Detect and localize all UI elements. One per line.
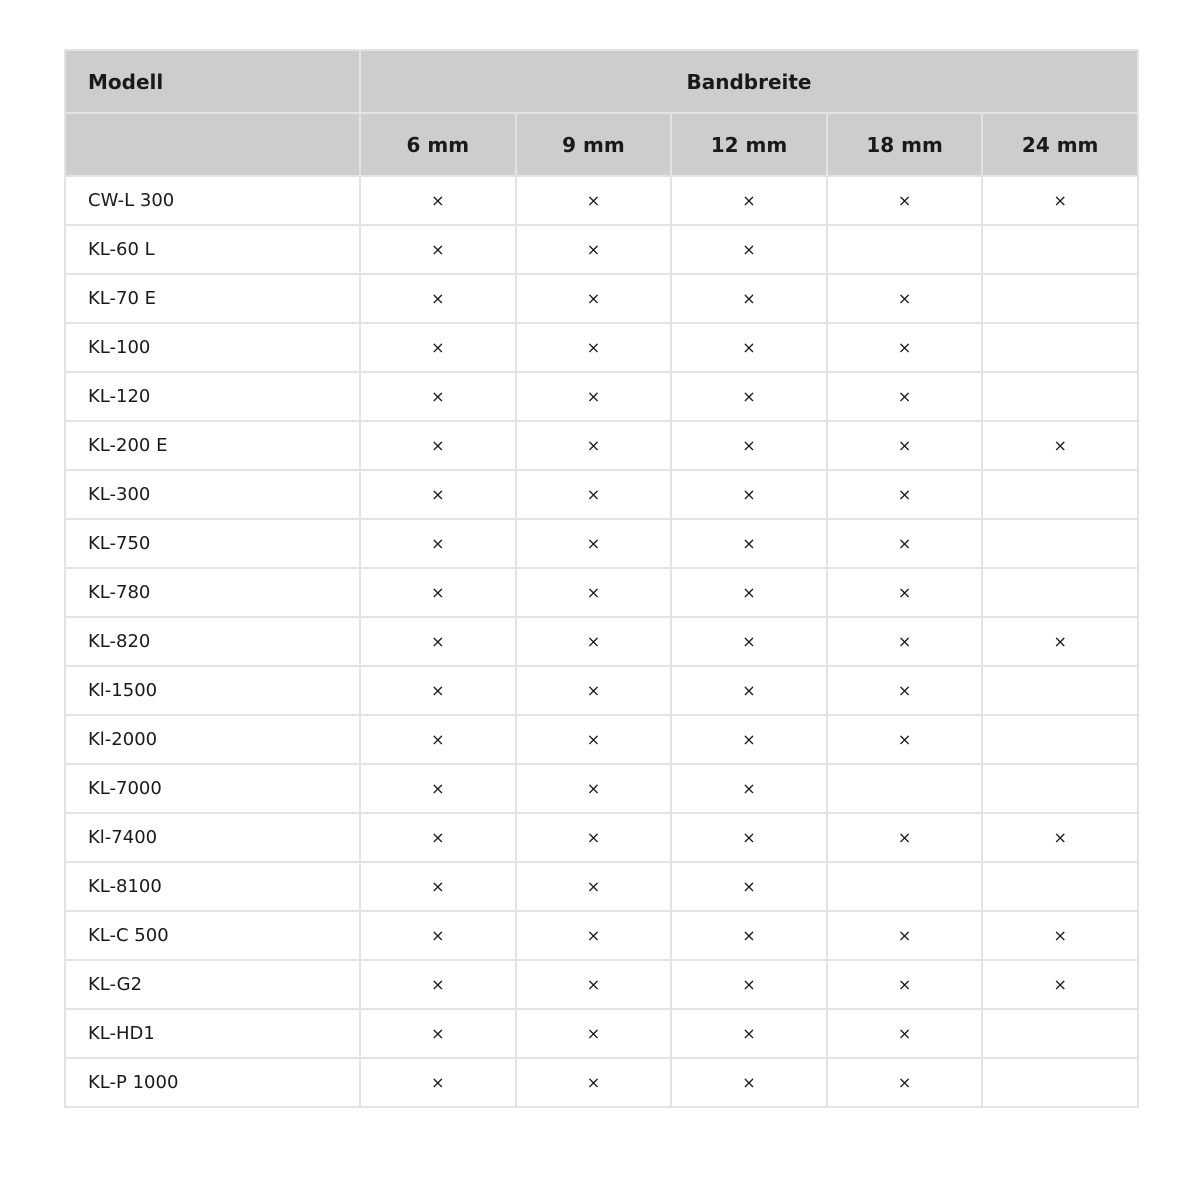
compatible-mark-icon: × [897,681,912,700]
table-row [65,764,1138,813]
compatible-mark-icon: × [586,1073,601,1092]
compatibility-cell [516,372,672,421]
compatibility-cell [516,225,672,274]
compatibility-cell [516,421,672,470]
compatibility-cell [827,813,983,862]
compatibility-cell [671,176,827,225]
compatible-mark-icon: × [897,1073,912,1092]
table-row [65,421,1138,470]
compatible-mark-icon: × [431,338,445,357]
compatibility-cell [516,617,672,666]
compatible-mark-icon: × [431,534,445,553]
model-name-cell: KL-120 [65,372,360,421]
compatible-mark-icon: × [586,289,601,308]
tape-width-compatibility-table [64,49,1139,1108]
table-row [65,274,1138,323]
compatible-mark-icon: × [742,828,756,847]
compatible-mark-icon: × [897,828,912,847]
compatibility-cell [982,960,1138,1009]
compatible-mark-icon: × [586,583,601,602]
compatibility-cell [827,1009,983,1058]
compatible-mark-icon: × [897,436,912,455]
compatibility-cell [982,813,1138,862]
compatible-mark-icon: × [897,387,912,406]
compatible-mark-icon: × [586,1024,601,1043]
compatibility-cell [360,176,516,225]
compatibility-cell [671,1009,827,1058]
compatibility-cell [671,666,827,715]
model-name-cell: KL-P 1000 [65,1058,360,1107]
model-name-cell: KL-70 E [65,274,360,323]
table-row [65,1009,1138,1058]
compatible-mark-icon: × [431,289,445,308]
compatibility-cell [982,666,1138,715]
empty-header-cell [65,113,360,176]
tape-width-group-header: Bandbreite [360,50,1138,113]
compatibility-cell [827,960,983,1009]
compatibility-cell [982,372,1138,421]
compatibility-cell [982,519,1138,568]
compatibility-cell [671,715,827,764]
table-row [65,176,1138,225]
compatibility-cell [827,519,983,568]
compatibility-cell [360,911,516,960]
compatibility-cell [982,911,1138,960]
compatible-mark-icon: × [742,289,756,308]
compatible-mark-icon: × [742,1073,756,1092]
model-name-cell: Kl-7400 [65,813,360,862]
compatibility-table-container [64,49,1137,1108]
table-row [65,568,1138,617]
compatibility-cell [671,617,827,666]
compatibility-cell [516,911,672,960]
compatibility-cell [360,225,516,274]
table-row [65,519,1138,568]
header-row-top [65,50,1138,113]
compatibility-cell [827,1058,983,1107]
compatible-mark-icon: × [742,877,756,896]
compatibility-cell [360,813,516,862]
compatible-mark-icon: × [431,240,445,259]
compatibility-cell [516,666,672,715]
compatibility-cell [671,764,827,813]
model-name-cell: KL-820 [65,617,360,666]
compatible-mark-icon: × [431,779,445,798]
model-name-cell: Kl-1500 [65,666,360,715]
compatibility-cell [982,568,1138,617]
compatible-mark-icon: × [1053,632,1067,651]
model-name-cell: KL-8100 [65,862,360,911]
model-name-cell: KL-60 L [65,225,360,274]
compatibility-cell [516,960,672,1009]
compatible-mark-icon: × [431,387,445,406]
compatible-mark-icon: × [586,681,601,700]
model-name-cell: KL-100 [65,323,360,372]
compatible-mark-icon: × [897,289,912,308]
compatible-mark-icon: × [586,632,601,651]
width-header-24mm: 24 mm [982,113,1138,176]
compatibility-cell [671,960,827,1009]
compatible-mark-icon: × [742,534,756,553]
compatibility-cell [516,715,672,764]
compatible-mark-icon: × [742,730,756,749]
table-row [65,470,1138,519]
compatibility-cell [671,911,827,960]
compatibility-cell [671,470,827,519]
table-row [65,1058,1138,1107]
compatible-mark-icon: × [742,632,756,651]
compatibility-cell [982,1009,1138,1058]
compatible-mark-icon: × [431,583,445,602]
compatible-mark-icon: × [1053,191,1067,210]
model-name-cell: KL-300 [65,470,360,519]
compatible-mark-icon: × [897,191,912,210]
compatible-mark-icon: × [431,828,445,847]
compatible-mark-icon: × [586,828,601,847]
compatibility-cell [360,960,516,1009]
compatible-mark-icon: × [897,534,912,553]
compatible-mark-icon: × [897,730,912,749]
compatible-mark-icon: × [742,387,756,406]
table-header [65,50,1138,176]
compatibility-cell [360,568,516,617]
compatible-mark-icon: × [431,975,445,994]
compatible-mark-icon: × [742,926,756,945]
compatibility-cell [827,568,983,617]
compatible-mark-icon: × [586,240,601,259]
compatibility-cell [516,323,672,372]
model-name-cell: KL-HD1 [65,1009,360,1058]
compatible-mark-icon: × [586,877,601,896]
compatibility-cell [516,764,672,813]
compatibility-cell [982,176,1138,225]
model-name-cell: KL-G2 [65,960,360,1009]
compatible-mark-icon: × [897,975,912,994]
compatible-mark-icon: × [742,1024,756,1043]
compatibility-cell [827,372,983,421]
compatible-mark-icon: × [897,485,912,504]
compatible-mark-icon: × [586,436,601,455]
compatible-mark-icon: × [431,191,445,210]
compatible-mark-icon: × [1053,436,1067,455]
compatibility-cell [827,911,983,960]
compatibility-cell [982,421,1138,470]
header-row-widths [65,113,1138,176]
model-name-cell: CW-L 300 [65,176,360,225]
table-body [65,176,1138,1107]
compatibility-cell [827,225,983,274]
compatible-mark-icon: × [586,926,601,945]
compatibility-cell [671,274,827,323]
compatible-mark-icon: × [742,436,756,455]
compatibility-cell [516,1058,672,1107]
compatibility-cell [671,813,827,862]
compatibility-cell [827,666,983,715]
compatibility-cell [360,1058,516,1107]
compatibility-cell [671,862,827,911]
compatibility-cell [516,813,672,862]
compatible-mark-icon: × [742,240,756,259]
table-row [65,666,1138,715]
compatible-mark-icon: × [431,877,445,896]
model-column-header: Modell [65,50,360,113]
compatibility-cell [827,176,983,225]
model-name-cell: KL-780 [65,568,360,617]
compatibility-cell [982,764,1138,813]
compatible-mark-icon: × [1053,975,1067,994]
compatible-mark-icon: × [742,681,756,700]
compatibility-cell [360,274,516,323]
compatible-mark-icon: × [1053,926,1067,945]
compatibility-cell [982,715,1138,764]
compatibility-cell [671,519,827,568]
compatibility-cell [827,617,983,666]
table-row [65,372,1138,421]
compatibility-cell [360,372,516,421]
table-row [65,225,1138,274]
compatibility-cell [360,1009,516,1058]
compatible-mark-icon: × [586,730,601,749]
compatibility-cell [671,225,827,274]
table-row [65,617,1138,666]
width-header-9mm: 9 mm [516,113,672,176]
compatibility-cell [516,519,672,568]
width-header-6mm: 6 mm [360,113,516,176]
compatibility-cell [982,274,1138,323]
compatibility-cell [671,568,827,617]
compatible-mark-icon: × [431,436,445,455]
compatibility-cell [516,568,672,617]
compatible-mark-icon: × [431,632,445,651]
model-name-cell: KL-200 E [65,421,360,470]
table-row [65,862,1138,911]
compatibility-cell [827,862,983,911]
compatibility-cell [982,225,1138,274]
compatible-mark-icon: × [897,926,912,945]
compatibility-cell [827,764,983,813]
table-row [65,911,1138,960]
compatible-mark-icon: × [1053,828,1067,847]
compatibility-cell [827,323,983,372]
compatibility-cell [827,421,983,470]
compatible-mark-icon: × [586,387,601,406]
compatibility-cell [982,323,1138,372]
compatible-mark-icon: × [431,681,445,700]
compatibility-cell [360,862,516,911]
compatibility-cell [671,372,827,421]
compatibility-cell [360,421,516,470]
compatible-mark-icon: × [431,926,445,945]
compatibility-cell [360,470,516,519]
compatible-mark-icon: × [897,338,912,357]
compatibility-cell [982,470,1138,519]
compatible-mark-icon: × [431,1073,445,1092]
compatible-mark-icon: × [897,632,912,651]
compatibility-cell [671,1058,827,1107]
compatible-mark-icon: × [897,583,912,602]
compatibility-cell [360,764,516,813]
compatible-mark-icon: × [742,191,756,210]
compatible-mark-icon: × [431,1024,445,1043]
compatibility-cell [360,323,516,372]
compatibility-cell [516,1009,672,1058]
compatibility-cell [516,470,672,519]
compatible-mark-icon: × [431,730,445,749]
table-row [65,813,1138,862]
width-header-12mm: 12 mm [671,113,827,176]
table-row [65,323,1138,372]
compatibility-cell [360,715,516,764]
compatibility-cell [982,1058,1138,1107]
compatibility-cell [516,274,672,323]
compatibility-cell [671,421,827,470]
compatibility-cell [360,519,516,568]
model-name-cell: KL-750 [65,519,360,568]
compatible-mark-icon: × [586,191,601,210]
compatibility-cell [982,862,1138,911]
compatible-mark-icon: × [742,583,756,602]
compatible-mark-icon: × [586,485,601,504]
compatibility-cell [827,470,983,519]
table-row [65,715,1138,764]
compatible-mark-icon: × [742,975,756,994]
compatible-mark-icon: × [742,485,756,504]
compatibility-cell [360,617,516,666]
compatible-mark-icon: × [586,534,601,553]
compatibility-cell [360,666,516,715]
compatibility-cell [516,176,672,225]
compatible-mark-icon: × [586,779,601,798]
compatibility-cell [827,715,983,764]
compatibility-cell [671,323,827,372]
compatible-mark-icon: × [742,338,756,357]
compatibility-cell [516,862,672,911]
model-name-cell: Kl-2000 [65,715,360,764]
compatibility-cell [982,617,1138,666]
compatibility-cell [827,274,983,323]
table-row [65,960,1138,1009]
compatible-mark-icon: × [742,779,756,798]
compatible-mark-icon: × [586,975,601,994]
width-header-18mm: 18 mm [827,113,983,176]
compatible-mark-icon: × [897,1024,912,1043]
compatible-mark-icon: × [586,338,601,357]
model-name-cell: KL-7000 [65,764,360,813]
compatible-mark-icon: × [431,485,445,504]
model-name-cell: KL-C 500 [65,911,360,960]
